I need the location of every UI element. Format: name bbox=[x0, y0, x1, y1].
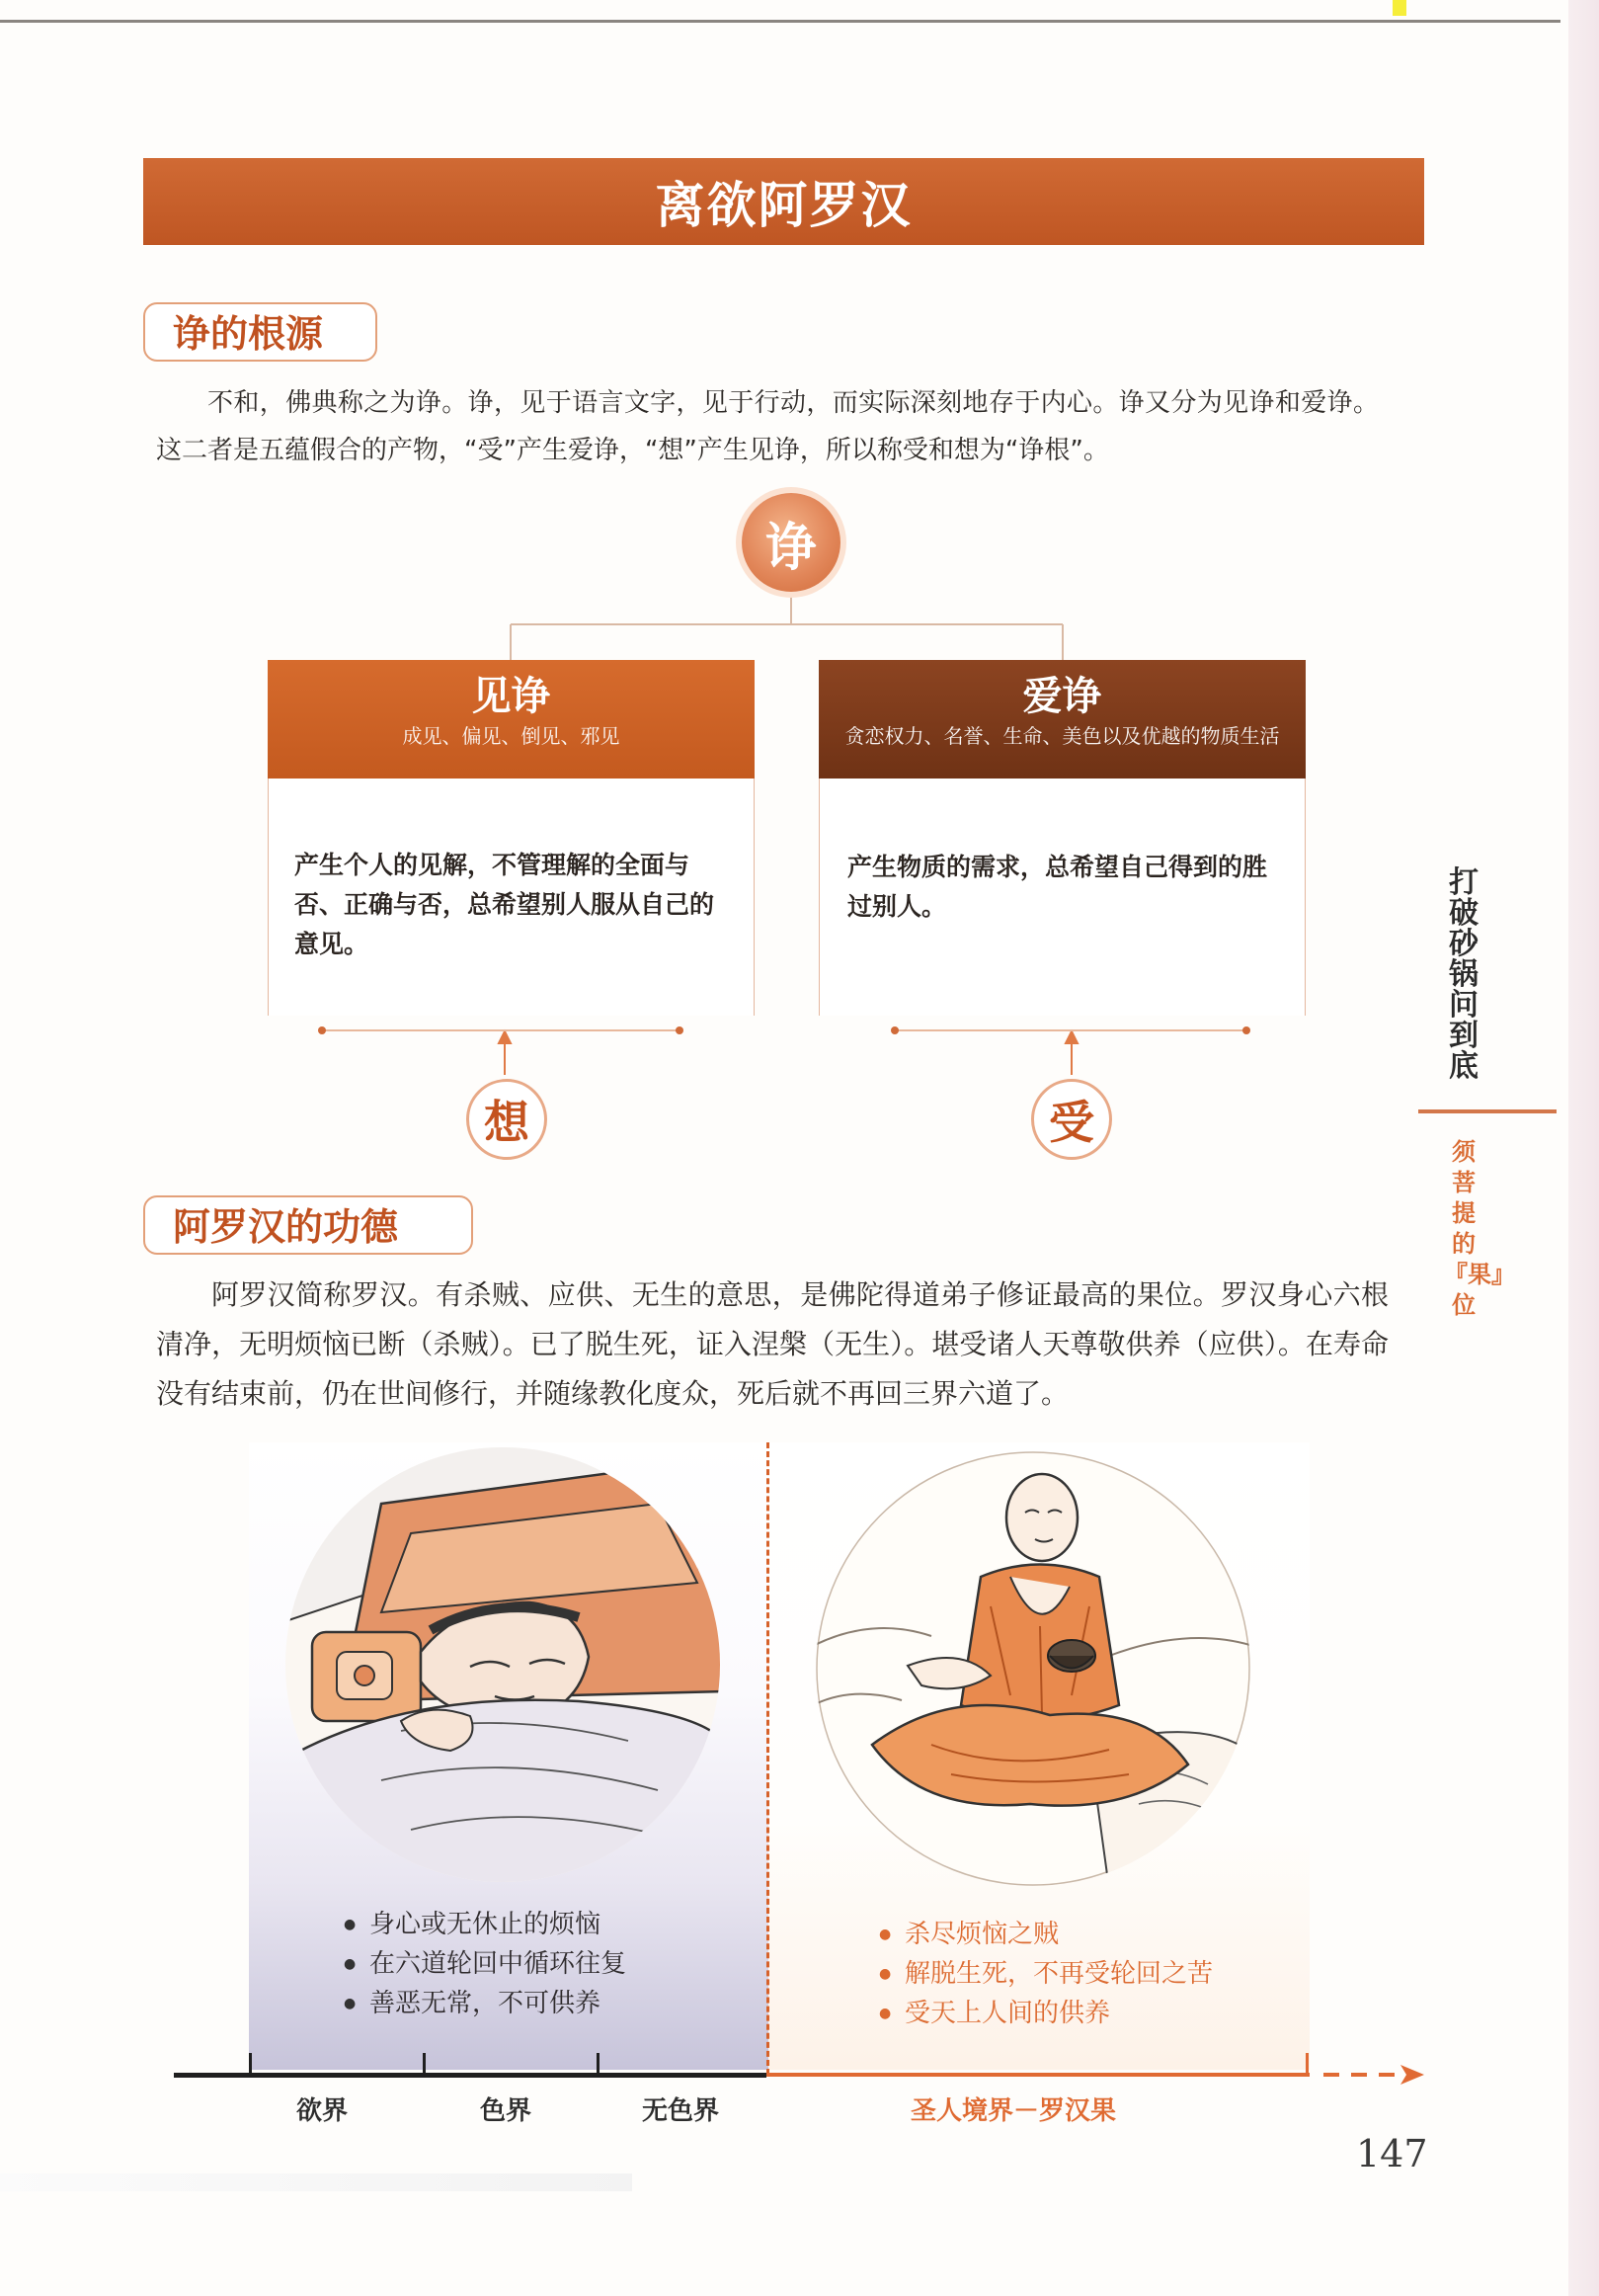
realm-label-form: 色界 bbox=[480, 2096, 532, 2126]
realm-timeline bbox=[174, 2073, 766, 2078]
arhat-timeline bbox=[766, 2073, 1310, 2077]
perception-circle: 想 bbox=[466, 1079, 547, 1160]
sleeping-man-illustration bbox=[282, 1444, 723, 1885]
section-heading-strife-root: 诤的根源 bbox=[143, 302, 377, 362]
page-edge bbox=[1568, 0, 1599, 2296]
section-heading-arhat-merit: 阿罗汉的功德 bbox=[143, 1195, 473, 1255]
side-section-title: 须菩提的『果』位 bbox=[1444, 1137, 1515, 1319]
worldly-bullet: ● 善恶无常，不可供养 bbox=[344, 1984, 626, 2023]
timeline-tick bbox=[597, 2053, 600, 2075]
view-strife-subtitle: 成见、偏见、倒见、邪见 bbox=[402, 724, 620, 748]
arhat-bullet: ● 杀尽烦恼之贼 bbox=[879, 1915, 1213, 1954]
love-strife-subtitle: 贪恋权力、名誉、生命、美色以及优越的物质生活 bbox=[844, 724, 1280, 748]
arhat-bullet: ● 解脱生死，不再受轮回之苦 bbox=[879, 1954, 1213, 1994]
strife-root-circle: 诤 bbox=[742, 493, 840, 592]
side-divider bbox=[1418, 1109, 1557, 1113]
top-rule bbox=[0, 20, 1560, 23]
realm-label-formless: 无色界 bbox=[642, 2096, 720, 2126]
arhat-monk-illustration bbox=[813, 1448, 1253, 1889]
realm-label-arhat: 圣人境界－罗汉果 bbox=[911, 2096, 1117, 2126]
view-strife-title: 见诤 bbox=[471, 673, 551, 719]
realm-divider bbox=[766, 1442, 769, 2075]
arhat-bullet: ● 受天上人间的供养 bbox=[879, 1994, 1213, 2033]
view-strife-header bbox=[268, 660, 755, 779]
worldly-bullet: ● 在六道轮回中循环往复 bbox=[344, 1944, 626, 1984]
love-strife-description: 产生物质的需求，总希望自己得到的胜过别人。 bbox=[847, 853, 1268, 921]
top-edge-mark bbox=[1393, 0, 1406, 16]
worldly-bullet-list bbox=[344, 1905, 626, 2023]
title-banner bbox=[143, 158, 1424, 245]
page-title: 离欲阿罗汉 bbox=[655, 176, 913, 234]
page-number: 147 bbox=[1356, 2132, 1428, 2175]
love-strife-title: 爱诤 bbox=[1022, 673, 1102, 719]
love-strife-header bbox=[819, 660, 1306, 779]
scan-edge bbox=[0, 2173, 632, 2191]
realm-label-desire: 欲界 bbox=[296, 2096, 349, 2126]
arrow-right-icon bbox=[1321, 2061, 1430, 2091]
feeling-circle: 受 bbox=[1031, 1079, 1112, 1160]
section-paragraph-arhat: 阿罗汉简称罗汉。有杀贼、应供、无生的意思，是佛陀得道弟子修证最高的果位。罗汉身心六根清净，无明烦恼已断（杀贼）。已了脱生死，证入涅槃（无生）。堪受诸人天尊敬供养（应供）。在寿命没有结束前，仍在世间修行，并随缘教化度众，死后就不再回三界六道了。 bbox=[156, 1278, 1389, 1410]
worldly-bullet: ● 身心或无休止的烦恼 bbox=[344, 1905, 626, 1944]
view-strife-description: 产生个人的见解，不管理解的全面与否、正确与否，总希望别人服从自己的意见。 bbox=[294, 851, 715, 958]
side-chapter-title: 打破砂锅问到底 bbox=[1449, 865, 1479, 1084]
arhat-bullet-list bbox=[879, 1915, 1213, 2033]
timeline-tick bbox=[249, 2053, 252, 2075]
section-paragraph-strife: 不和，佛典称之为诤。诤，见于语言文字，见于行动，而实际深刻地存于内心。诤又分为见诤和爱诤。这二者是五蕴假合的产物，“受”产生爱诤，“想”产生见诤，所以称受和想为“诤根”。 bbox=[156, 388, 1379, 465]
timeline-tick bbox=[1306, 2053, 1309, 2075]
timeline-tick bbox=[423, 2053, 426, 2075]
